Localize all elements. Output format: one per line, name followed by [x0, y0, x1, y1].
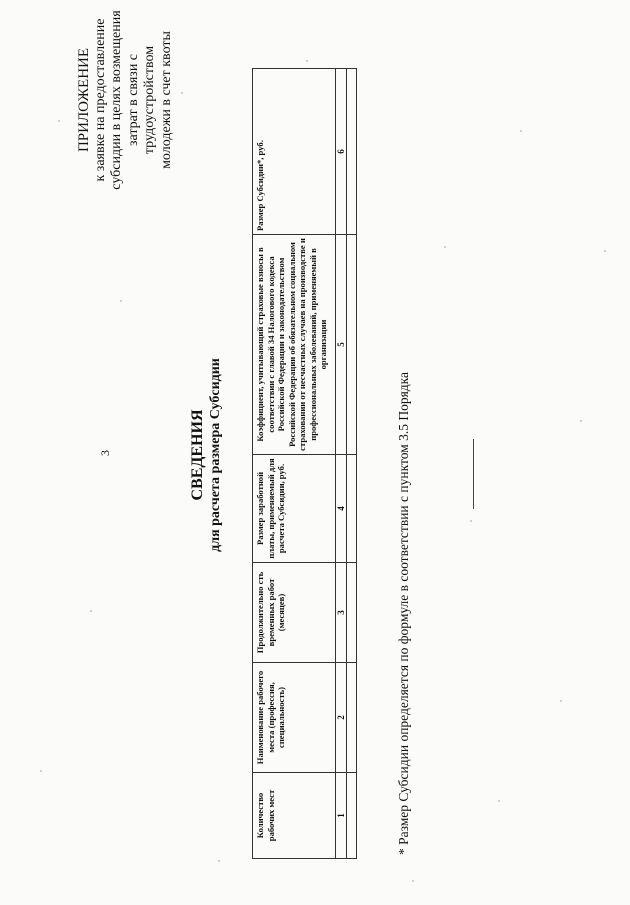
- heading-title: СВЕДЕНИЯ: [189, 409, 206, 501]
- column-number-cell: 6: [336, 69, 347, 235]
- signature-line: [473, 439, 474, 509]
- appendix-line: затрат в связи с трудоустройством: [125, 45, 157, 155]
- empty-cell: [347, 773, 357, 859]
- subsidy-calculation-table: [252, 68, 357, 859]
- appendix-title: ПРИЛОЖЕНИЕ: [76, 47, 92, 153]
- header-cell-salary-amount: Размер заработной платы, применяемый для расчета Субсидии, руб.: [253, 455, 336, 563]
- column-number-cell: 1: [336, 773, 347, 859]
- empty-cell: [347, 235, 357, 455]
- empty-cell: [347, 69, 357, 235]
- empty-cell: [347, 563, 357, 663]
- appendix-block: [76, 5, 175, 195]
- header-cell-workplace-name: Наименование рабочего места (профессия, специальность): [253, 663, 336, 773]
- table-row: [347, 69, 357, 859]
- heading-block: [188, 255, 224, 655]
- table-header-row: [253, 69, 336, 859]
- column-number-cell: 2: [336, 663, 347, 773]
- page-number: 3: [98, 450, 112, 456]
- appendix-line: субсидии в целях возмещения: [109, 10, 124, 190]
- column-number-cell: 3: [336, 563, 347, 663]
- appendix-line: к заявке на предоставление: [92, 18, 108, 182]
- column-number-cell: 5: [336, 235, 347, 455]
- header-cell-work-duration: Продолжительно сть временных работ (месяцев): [253, 563, 336, 663]
- empty-cell: [347, 455, 357, 563]
- column-numbers-row: [336, 69, 347, 859]
- appendix-line: молодежи в счет квоты: [158, 31, 174, 169]
- header-cell-workplaces-count: Количество рабочих мест: [253, 773, 336, 859]
- heading-subtitle: для расчета размера Субсидии: [208, 358, 223, 552]
- header-cell-subsidy-amount: Размер Субсидии*, руб.: [253, 69, 336, 235]
- footnote: * Размер Субсидии определяется по формуле в соответствии с пунктом 3.5 Порядка: [396, 371, 411, 855]
- empty-cell: [347, 663, 357, 773]
- column-number-cell: 4: [336, 455, 347, 563]
- header-cell-insurance-coefficient: Коэффициент, учитывающий страховые взносы в соответствии с главой 34 Налогового кодекса Российской Федерации и законодательством Российской Федерации об обязательном социальном страховании от несчастных случаев на производстве и профессиональных заболеваний, применяемый в организации: [253, 235, 336, 455]
